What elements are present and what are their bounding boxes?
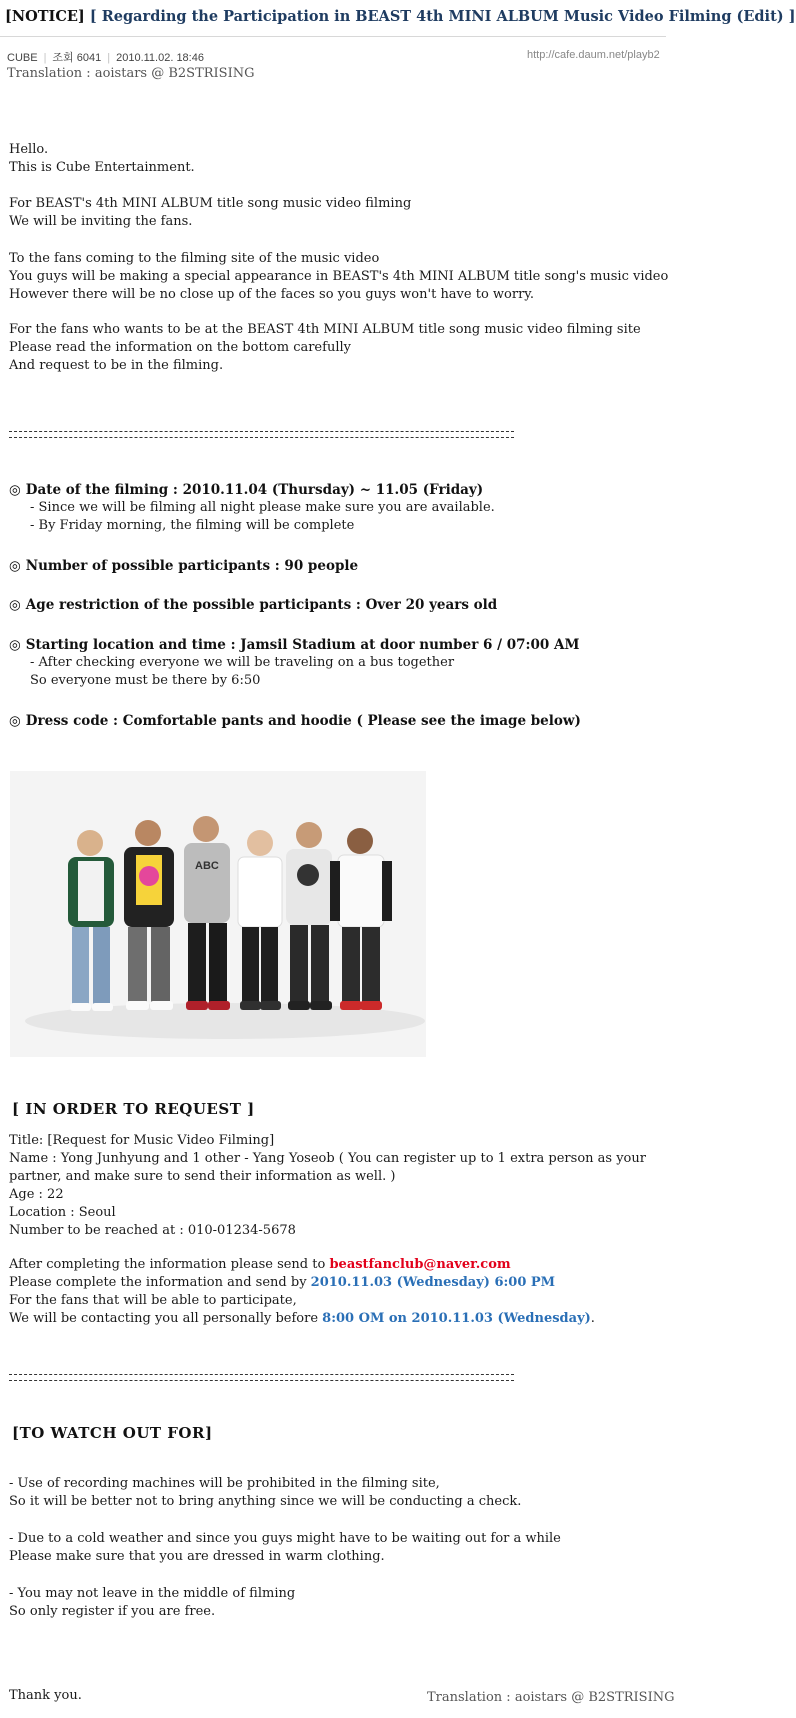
email-link[interactable]: beastfanclub@naver.com [329,1257,511,1272]
thanks-text: Thank you. [9,1688,82,1703]
translation-credit-top: Translation : aoistars @ B2STRISING [7,66,255,81]
fans-line: For the fans that will be able to participate, [9,1293,297,1308]
intro-line: Please read the information on the bottom carefully [9,340,351,355]
deadline-line: Please complete the information and send by 2010.11.03 (Wednesday) 6:00 PM [9,1275,556,1290]
intro-line: However there will be no close up of the faces so you guys won't have to worry. [9,287,535,302]
intro-line: To the fans coming to the filming site of the music video [9,251,380,266]
watch-line: So it will be better not to bring anything since we will be conducting a check. [9,1494,522,1509]
bullet-mark-icon: ◎ [9,597,21,613]
watch-heading: [TO WATCH OUT FOR] [12,1424,213,1442]
bullet-mark-icon: ◎ [9,713,21,729]
post-datetime: 2010.11.02. 18:46 [116,52,204,64]
bullet-start-location: ◎ Starting location and time : Jamsil Stadium at door number 6 / 07:00 AM [9,637,580,653]
intro-line: You guys will be making a special appearance in BEAST's 4th MINI ALBUM title song's music video [9,269,669,284]
dress-code-photo [10,771,426,1057]
bullet-age-restriction: ◎ Age restriction of the possible participants : Over 20 years old [9,597,498,613]
bullet-sub-line: - After checking everyone we will be traveling on a bus together [30,655,455,670]
send-to-line: After completing the information please send to beastfanclub@naver.com [9,1257,511,1272]
intro-line: And request to be in the filming. [9,358,224,373]
intro-line: For the fans who wants to be at the BEAST 4th MINI ALBUM title song music video filming site [9,322,641,337]
translation-credit-bottom: Translation : aoistars @ B2STRISING [427,1690,675,1705]
section-divider [9,431,514,438]
request-line: Number to be reached at : 010-01234-5678 [9,1223,296,1238]
intro-line: Hello. [9,142,49,157]
notice-tag: [NOTICE] [5,8,85,25]
request-line: Name : Yong Junhyung and 1 other - Yang Yoseob ( You can register up to 1 extra person as your [9,1151,646,1166]
bullet-participants: ◎ Number of possible participants : 90 people [9,558,359,574]
post-title [5,8,796,25]
bullet-filming-date: ◎ Date of the filming : 2010.11.04 (Thursday) ~ 11.05 (Friday) [9,482,484,498]
bullet-dress-code: ◎ Dress code : Comfortable pants and hoodie ( Please see the image below) [9,713,581,729]
bullet-mark-icon: ◎ [9,558,21,574]
contact-time: 8:00 OM on 2010.11.03 (Wednesday) [322,1311,591,1326]
post-title-text: [ Regarding the Participation in BEAST 4th MINI ALBUM Music Video Filming (Edit) ] [89,8,796,25]
intro-line: For BEAST's 4th MINI ALBUM title song music video filming [9,196,412,211]
author-name[interactable]: CUBE [7,52,38,64]
intro-line: We will be inviting the fans. [9,214,193,229]
bullet-sub-line: - By Friday morning, the filming will be complete [30,518,355,533]
watch-line: - Use of recording machines will be prohibited in the filming site, [9,1476,440,1491]
views-count: 6041 [76,52,102,64]
watch-line: So only register if you are free. [9,1604,216,1619]
watch-line: - You may not leave in the middle of filming [9,1586,296,1601]
dress-code-illustration [10,771,426,1057]
request-heading: [ IN ORDER TO REQUEST ] [12,1100,255,1118]
request-line: partner, and make sure to send their information as well. ) [9,1169,396,1184]
post-title-bar [0,0,796,37]
bullet-mark-icon: ◎ [9,482,21,498]
watch-line: Please make sure that you are dressed in warm clothing. [9,1549,385,1564]
post-meta: CUBE | 조회 6041 | 2010.11.02. 18:46 [7,52,204,64]
intro-line: This is Cube Entertainment. [9,160,195,175]
post-url[interactable]: http://cafe.daum.net/playb2 [527,49,660,61]
shirt-print: ABC [195,860,219,872]
request-line: Location : Seoul [9,1205,116,1220]
bullet-sub-line: - Since we will be filming all night please make sure you are available. [30,500,495,515]
bullet-mark-icon: ◎ [9,637,21,653]
views-label: 조회 [52,52,74,64]
watch-line: - Due to a cold weather and since you guys might have to be waiting out for a while [9,1531,561,1546]
deadline-date: 2010.11.03 (Wednesday) 6:00 PM [310,1275,556,1290]
request-line: Age : 22 [9,1187,64,1202]
contact-line: We will be contacting you all personally before 8:00 OM on 2010.11.03 (Wednesday). [9,1311,595,1326]
request-line: Title: [Request for Music Video Filming] [9,1133,275,1148]
bullet-sub-line: So everyone must be there by 6:50 [30,673,261,688]
section-divider [9,1374,514,1381]
